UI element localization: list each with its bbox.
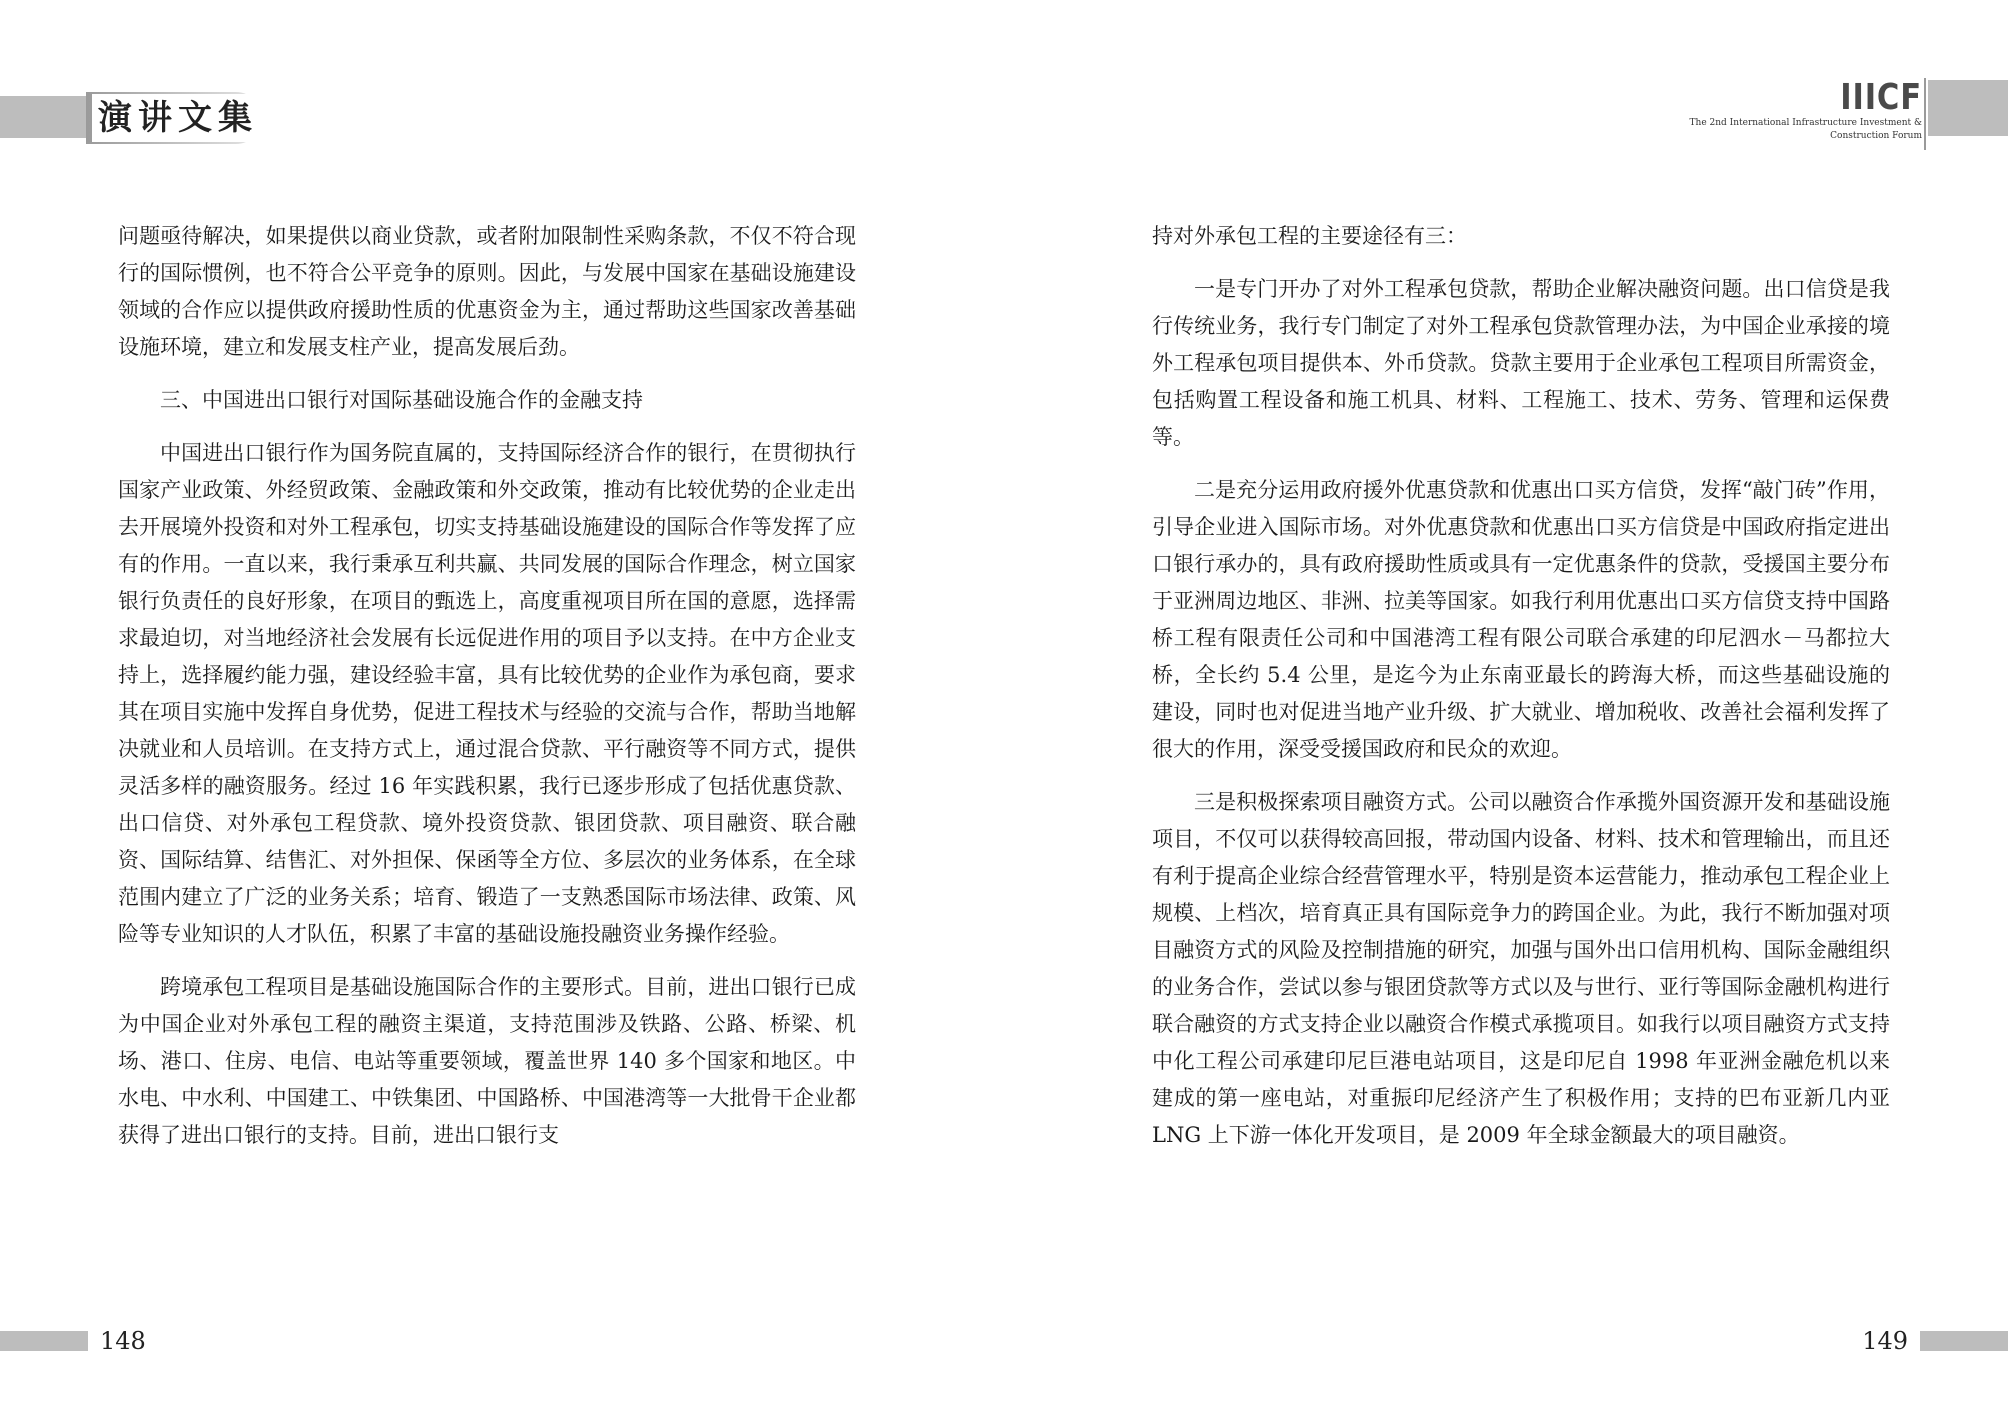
paragraph: 中国进出口银行作为国务院直属的，支持国际经济合作的银行，在贯彻执行国家产业政策、外经贸政策、金融政策和外交政策，推动有比较优势的企业走出去开展境外投资和对外工程承包，切实支持基础设施建设的国际合作等发挥了应有的作用。一直以来，我行秉承互利共赢、共同发展的国际合作理念，树立国家银行负责任的良好形象，在项目的甄选上，高度重视项目所在国的意愿，选择需求最迫切，对当地经济社会发展有长远促进作用的项目予以支持。在中方企业支持上，选择履约能力强，建设经验丰富，具有比较优势的企业作为承包商，要求其在项目实施中发挥自身优势，促进工程技术与经验的交流与合作，帮助当地解决就业和人员培训。在支持方式上，通过混合贷款、平行融资等不同方式，提供灵活多样的融资服务。经过 16 年实践积累，我行已逐步形成了包括优惠贷款、出口信贷、对外承包工程贷款、境外投资贷款、银团贷款、项目融资、联合融资、国际结算、结售汇、对外担保、保函等全方位、多层次的业务体系，在全球范围内建立了广泛的业务关系；培育、锻造了一支熟悉国际市场法律、政策、风险等专业知识的人才队伍，积累了丰富的基础设施投融资业务操作经验。 (118, 441, 856, 946)
paragraph: 跨境承包工程项目是基础设施国际合作的主要形式。目前，进出口银行已成为中国企业对外承包工程的融资主渠道，支持范围涉及铁路、公路、桥梁、机场、港口、住房、电信、电站等重要领域，覆盖世界 140 多个国家和地区。中水电、中水利、中国建工、中铁集团、中国路桥、中国港湾等一大批骨干企业都获得了进出口银行的支持。目前，进出口银行支 (118, 975, 856, 1147)
footer-bar-right (1920, 1331, 2008, 1351)
paragraph: 一是专门开办了对外工程承包贷款，帮助企业解决融资问题。出口信贷是我行传统业务，我行专门制定了对外工程承包贷款管理办法，为中国企业承接的境外工程承包项目提供本、外币贷款。贷款主要用于企业承包工程项目所需资金，包括购置工程设备和施工机具、材料、工程施工、技术、劳务、管理和运保费等。 (1152, 277, 1890, 449)
logo-divider (1924, 78, 1926, 150)
header-band-left (0, 96, 96, 138)
logo-text: IIICF (1840, 77, 1922, 118)
right-text-column (1152, 218, 1890, 1170)
section-heading: 三、中国进出口银行对国际基础设施合作的金融支持 (160, 388, 643, 412)
paragraph: 二是充分运用政府援外优惠贷款和优惠出口买方信贷，发挥“敲门砖”作用，引导企业进入国际市场。对外优惠贷款和优惠出口买方信贷是中国政府指定进出口银行承办的，具有政府援助性质或具有一定优惠条件的贷款，受援国主要分布于亚洲周边地区、非洲、拉美等国家。如我行利用优惠出口买方信贷支持中国路桥工程有限责任公司和中国港湾工程有限公司联合承建的印尼泗水－马都拉大桥，全长约 5.4 公里，是迄今为止东南亚最长的跨海大桥，而这些基础设施的建设，同时也对促进当地产业升级、扩大就业、增加税收、改善社会福利发挥了很大的作用，深受受援国政府和民众的欢迎。 (1152, 478, 1890, 761)
section-title: 演讲文集 (92, 94, 272, 142)
footer-bar-left (0, 1331, 88, 1351)
paragraph: 持对外承包工程的主要途径有三： (1152, 224, 1467, 248)
header-band-right (1928, 80, 2008, 136)
page-number-left: 148 (100, 1327, 146, 1355)
paragraph: 问题亟待解决，如果提供以商业贷款，或者附加限制性采购条款，不仅不符合现行的国际惯例，也不符合公平竞争的原则。因此，与发展中国家在基础设施建设领域的合作应以提供政府援助性质的优惠资金为主，通过帮助这些国家改善基础设施环境，建立和发展支柱产业，提高发展后劲。 (118, 224, 856, 359)
logo-subtitle-line1: The 2nd International Infrastructure Investment & (1689, 118, 1922, 128)
page-number-right: 149 (1862, 1327, 1908, 1355)
forum-logo (1662, 77, 1922, 142)
paragraph: 三是积极探索项目融资方式。公司以融资合作承揽外国资源开发和基础设施项目，不仅可以获得较高回报，带动国内设备、材料、技术和管理输出，而且还有利于提高企业综合经营管理水平，特别是资本运营能力，推动承包工程企业上规模、上档次，培育真正具有国际竞争力的跨国企业。为此，我行不断加强对项目融资方式的风险及控制措施的研究，加强与国外出口信用机构、国际金融组织的业务合作，尝试以参与银团贷款等方式以及与世行、亚行等国际金融机构进行联合融资的方式支持企业以融资合作模式承揽项目。如我行以项目融资方式支持中化工程公司承建印尼巨港电站项目，这是印尼自 1998 年亚洲金融危机以来建成的第一座电站，对重振印尼经济产生了积极作用；支持的巴布亚新几内亚 LNG 上下游一体化开发项目，是 2009 年全球金额最大的项目融资。 (1152, 790, 1890, 1147)
logo-subtitle-line2: Construction Forum (1830, 131, 1922, 141)
left-text-column (118, 218, 856, 1170)
right-page (1004, 0, 2008, 1417)
